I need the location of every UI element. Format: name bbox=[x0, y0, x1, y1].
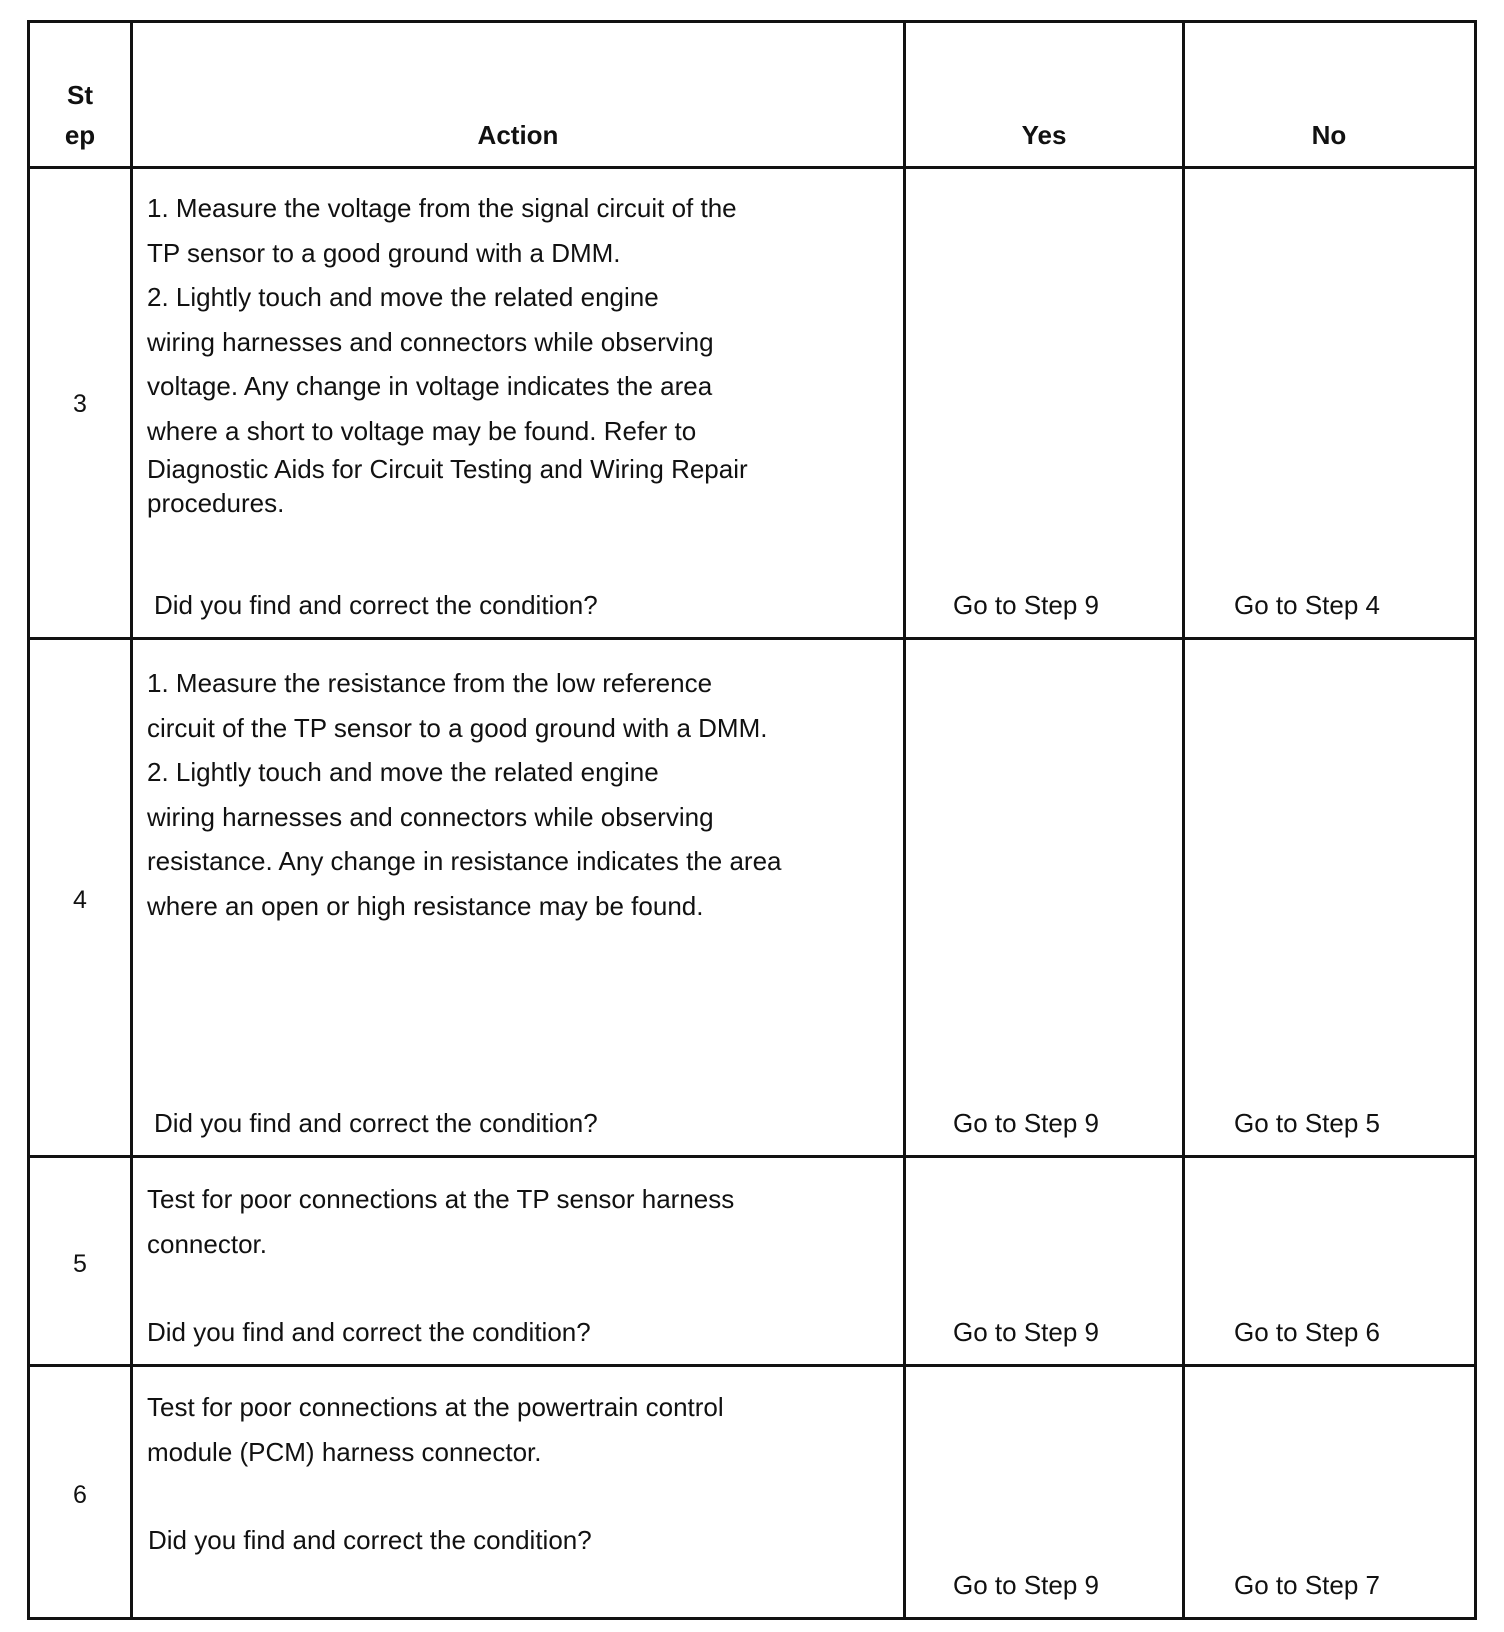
row-3-action: 1. Measure the voltage from the signal circuit of the TP sensor to a good ground with a DMM. 2. Lightly touch and move the related engine wiring harnesses and connectors while observing voltage. Any change in voltage indicates the area where a short to voltage may be found. Refer to bbox=[147, 193, 737, 446]
diagnostic-table bbox=[27, 20, 1477, 1620]
row-divider bbox=[30, 166, 1474, 169]
row-3-yes: Go to Step 9 bbox=[953, 590, 1099, 620]
row-6-step: 6 bbox=[73, 1481, 87, 1509]
column-divider bbox=[1182, 23, 1185, 1617]
row-5-question: Did you find and correct the condition? bbox=[147, 1317, 591, 1347]
column-divider bbox=[903, 23, 906, 1617]
row-4-question: Did you find and correct the condition? bbox=[154, 1108, 598, 1138]
row-3-no: Go to Step 4 bbox=[1234, 590, 1380, 620]
row-3-question: Did you find and correct the condition? bbox=[154, 590, 598, 620]
row-5-no: Go to Step 6 bbox=[1234, 1317, 1380, 1347]
row-5-action: Test for poor connections at the TP sensor harness connector. bbox=[147, 1184, 735, 1259]
row-4-step: 4 bbox=[73, 886, 87, 914]
row-6-yes: Go to Step 9 bbox=[953, 1570, 1099, 1600]
row-divider bbox=[30, 1155, 1474, 1158]
row-5-step: 5 bbox=[73, 1250, 87, 1278]
row-divider bbox=[30, 1364, 1474, 1367]
row-6-no: Go to Step 7 bbox=[1234, 1570, 1380, 1600]
header-action: Action bbox=[477, 120, 559, 150]
header-yes: Yes bbox=[1021, 120, 1067, 150]
row-5-yes: Go to Step 9 bbox=[953, 1317, 1099, 1347]
header-no: No bbox=[1311, 120, 1347, 150]
header-step: St ep bbox=[64, 80, 96, 150]
row-3-action-extra: Diagnostic Aids for Circuit Testing and Wiring Repair procedures. bbox=[147, 454, 748, 518]
column-divider bbox=[130, 23, 133, 1617]
row-4-yes: Go to Step 9 bbox=[953, 1108, 1099, 1138]
row-4-action: 1. Measure the resistance from the low reference circuit of the TP sensor to a good ground with a DMM. 2. Lightly touch and move the related engine wiring harnesses and connectors while observing resistance. Any change in resistance indicates the area where an open or high resistance may be found. bbox=[147, 668, 782, 921]
row-divider bbox=[30, 637, 1474, 640]
row-6-action: Test for poor connections at the powertrain control module (PCM) harness connector. bbox=[147, 1392, 724, 1467]
row-4-no: Go to Step 5 bbox=[1234, 1108, 1380, 1138]
row-3-step: 3 bbox=[73, 390, 87, 418]
row-6-question: Did you find and correct the condition? bbox=[148, 1525, 592, 1555]
